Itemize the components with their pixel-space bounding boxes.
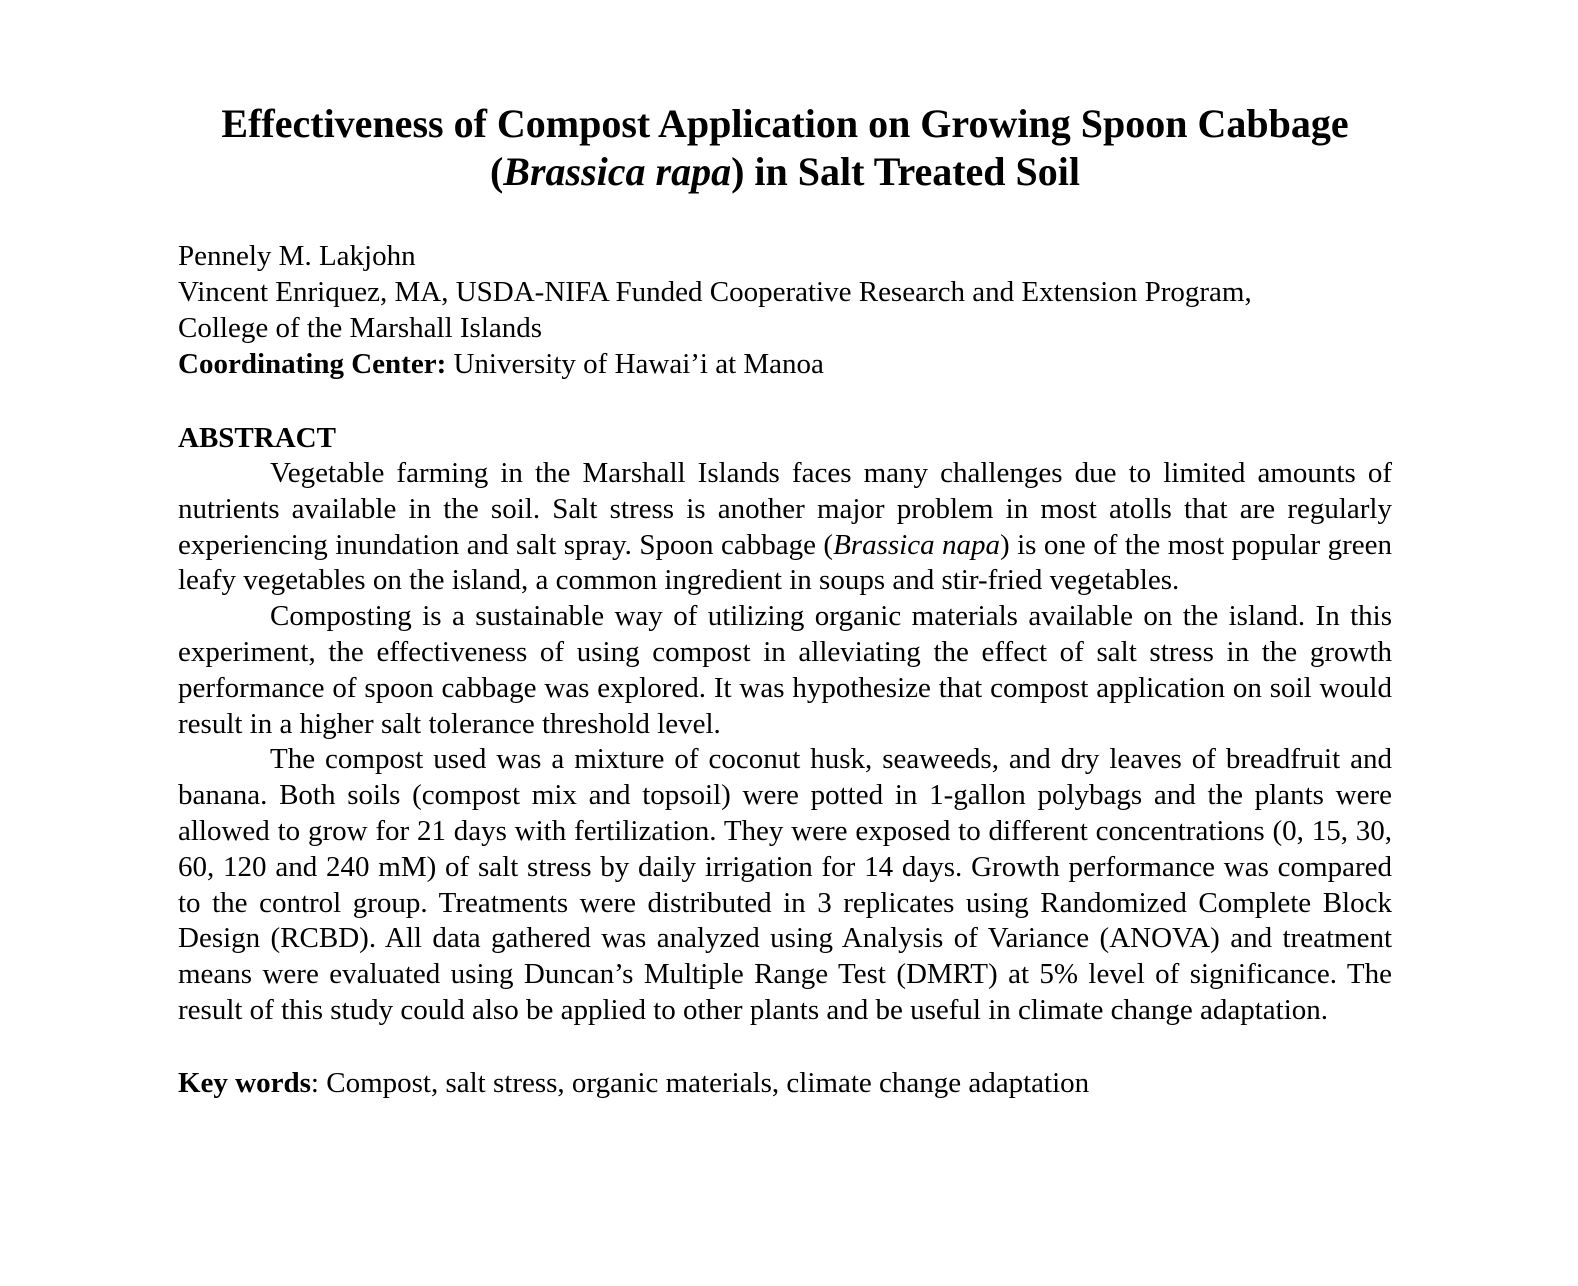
coordinating-center [178, 346, 1392, 382]
keywords-value: : Compost, salt stress, organic materials, climate change adaptation [310, 1066, 1090, 1099]
paper-title [178, 100, 1392, 196]
abstract-paragraph-1 [178, 456, 1392, 599]
abstract-p1-after: ) is one of the most popular green leafy vegetables on the island, a common ingredient in soups and stir-fried vegetables. [178, 528, 1393, 597]
keywords [178, 1065, 1392, 1101]
abstract-heading: ABSTRACT [178, 422, 336, 454]
title-paren-open: ( [489, 149, 504, 194]
abstract-p1-species: Brassica napa [833, 528, 1001, 561]
abstract-paragraph-2: Composting is a sustainable way of utilizing organic materials available on the island. In this experiment, the effectiveness of using compost in alleviating the effect of salt stress in the growth performance of spoon cabbage was explored. It was hypothesize that compost application on soil would result in a higher salt tolerance threshold level. [178, 600, 1392, 740]
paper-page [178, 100, 1392, 1101]
title-line-2-rest: ) in Salt Treated Soil [731, 149, 1081, 194]
abstract-paragraph-3: The compost used was a mixture of coconut husk, seaweeds, and dry leaves of breadfruit and banana. Both soils (compost mix and topsoil) were potted in 1-gallon polybags and the plants were allowed to grow for 21 days with fertilization. They were exposed to different concentrations (0, 15, 30, 60, 120 and 240 mM) of salt stress by daily irrigation for 14 days. Growth performance was compared to the control group. Treatments were distributed in 3 replicates using Randomized Complete Block Design (RCBD). All data gathered was analyzed using Analysis of Variance (ANOVA) and treatment means were evaluated using Duncan’s Multiple Range Test (DMRT) at 5% level of significance. The result of this study could also be applied to other plants and be useful in climate change adaptation. [178, 743, 1392, 1026]
affiliation-line-2: College of the Marshall Islands [178, 312, 543, 344]
abstract-body [178, 456, 1392, 1029]
coordinating-center-value: University of Hawai’i at Manoa [446, 348, 824, 380]
coordinating-center-label: Coordinating Center: [178, 348, 447, 380]
abstract-p1-before: Vegetable farming in the Marshall Islands faces many challenges due to limited amounts of nutrients available in the soil. Salt stress is another major problem in most atolls that are regularly experiencing inundation and salt spray. Spoon cabbage ( [178, 457, 1392, 561]
author-block [178, 238, 1392, 382]
title-species-name: Brassica rapa [503, 149, 732, 194]
title-line-2 [178, 148, 1392, 196]
title-line-1: Effectiveness of Compost Application on Growing Spoon Cabbage [221, 101, 1349, 146]
author-name: Pennely M. Lakjohn [178, 240, 416, 272]
affiliation-line-1: Vincent Enriquez, MA, USDA-NIFA Funded Cooperative Research and Extension Program, [178, 276, 1252, 308]
keywords-label: Key words [178, 1066, 311, 1099]
